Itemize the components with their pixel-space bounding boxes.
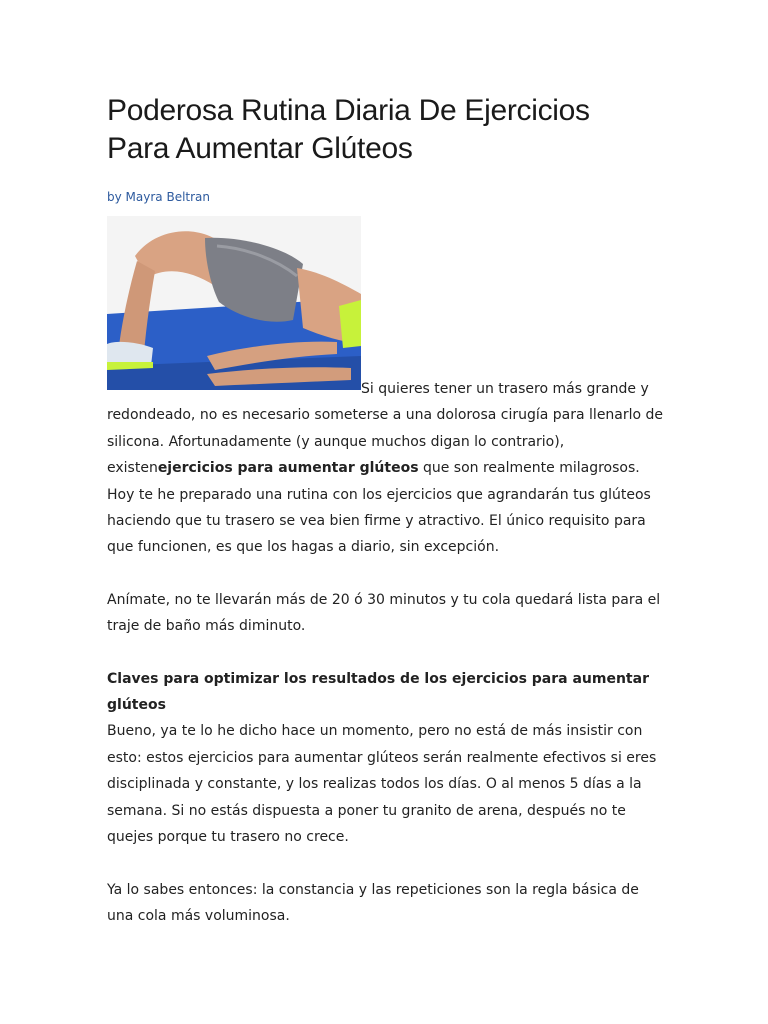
glute-bridge-illustration (107, 216, 361, 390)
section-heading (107, 666, 667, 719)
paragraph-4: Bueno, ya te lo he dicho hace un momento, pero no está de más insistir con esto: estos ejercicios para aumentar glúteos serán realmente efectivos si eres disciplinada y constante, y los realizas todos los días. O al menos 5 días a la semana. Si no estás dispuesta a poner tu granito de arena, después no te quejes porque tu trasero no crece. (107, 723, 657, 846)
paragraph-2: Hoy te he preparado una rutina con los ejercicios que agrandarán tus glúteos haciendo que tu trasero se vea bien firme y atractivo. El único requisito para que funcionen, es que los hagas a diario, sin excepción. (107, 486, 651, 556)
title-line-1: Poderosa Rutina Diaria De Ejercicios (107, 94, 590, 127)
intro-text: Si quieres tener un trasero más grande y redondeado, no es necesario someterse a una dolorosa cirugía para llenarlo de silicona. Afortunadamente (y aunque muchos digan lo contrario), existen (107, 381, 664, 477)
byline (107, 190, 667, 204)
author-link[interactable]: Mayra Beltran (125, 190, 211, 204)
article-photo (107, 216, 361, 390)
paragraph-intro (107, 376, 667, 482)
spacer (107, 561, 667, 587)
section-heading-text: Claves para optimizar los resultados de los ejercicios para aumentar glúteos (107, 670, 649, 714)
title-line-2: Para Aumentar Glúteos (107, 132, 413, 165)
article (107, 92, 667, 929)
keyword-link[interactable]: ejercicios para aumentar glúteos (157, 460, 419, 477)
paragraph-5: Ya lo sabes entonces: la constancia y las repeticiones son la regla básica de una cola más voluminosa. (107, 881, 639, 924)
intro-tail: que son realmente milagrosos. (418, 460, 640, 477)
byline-prefix: by (107, 190, 122, 204)
spacer (107, 851, 667, 877)
paragraph-3: Anímate, no te llevarán más de 20 ó 30 minutos y tu cola quedará lista para el traje de baño más diminuto. (107, 591, 661, 635)
spacer (107, 640, 667, 666)
article-title (107, 92, 667, 168)
